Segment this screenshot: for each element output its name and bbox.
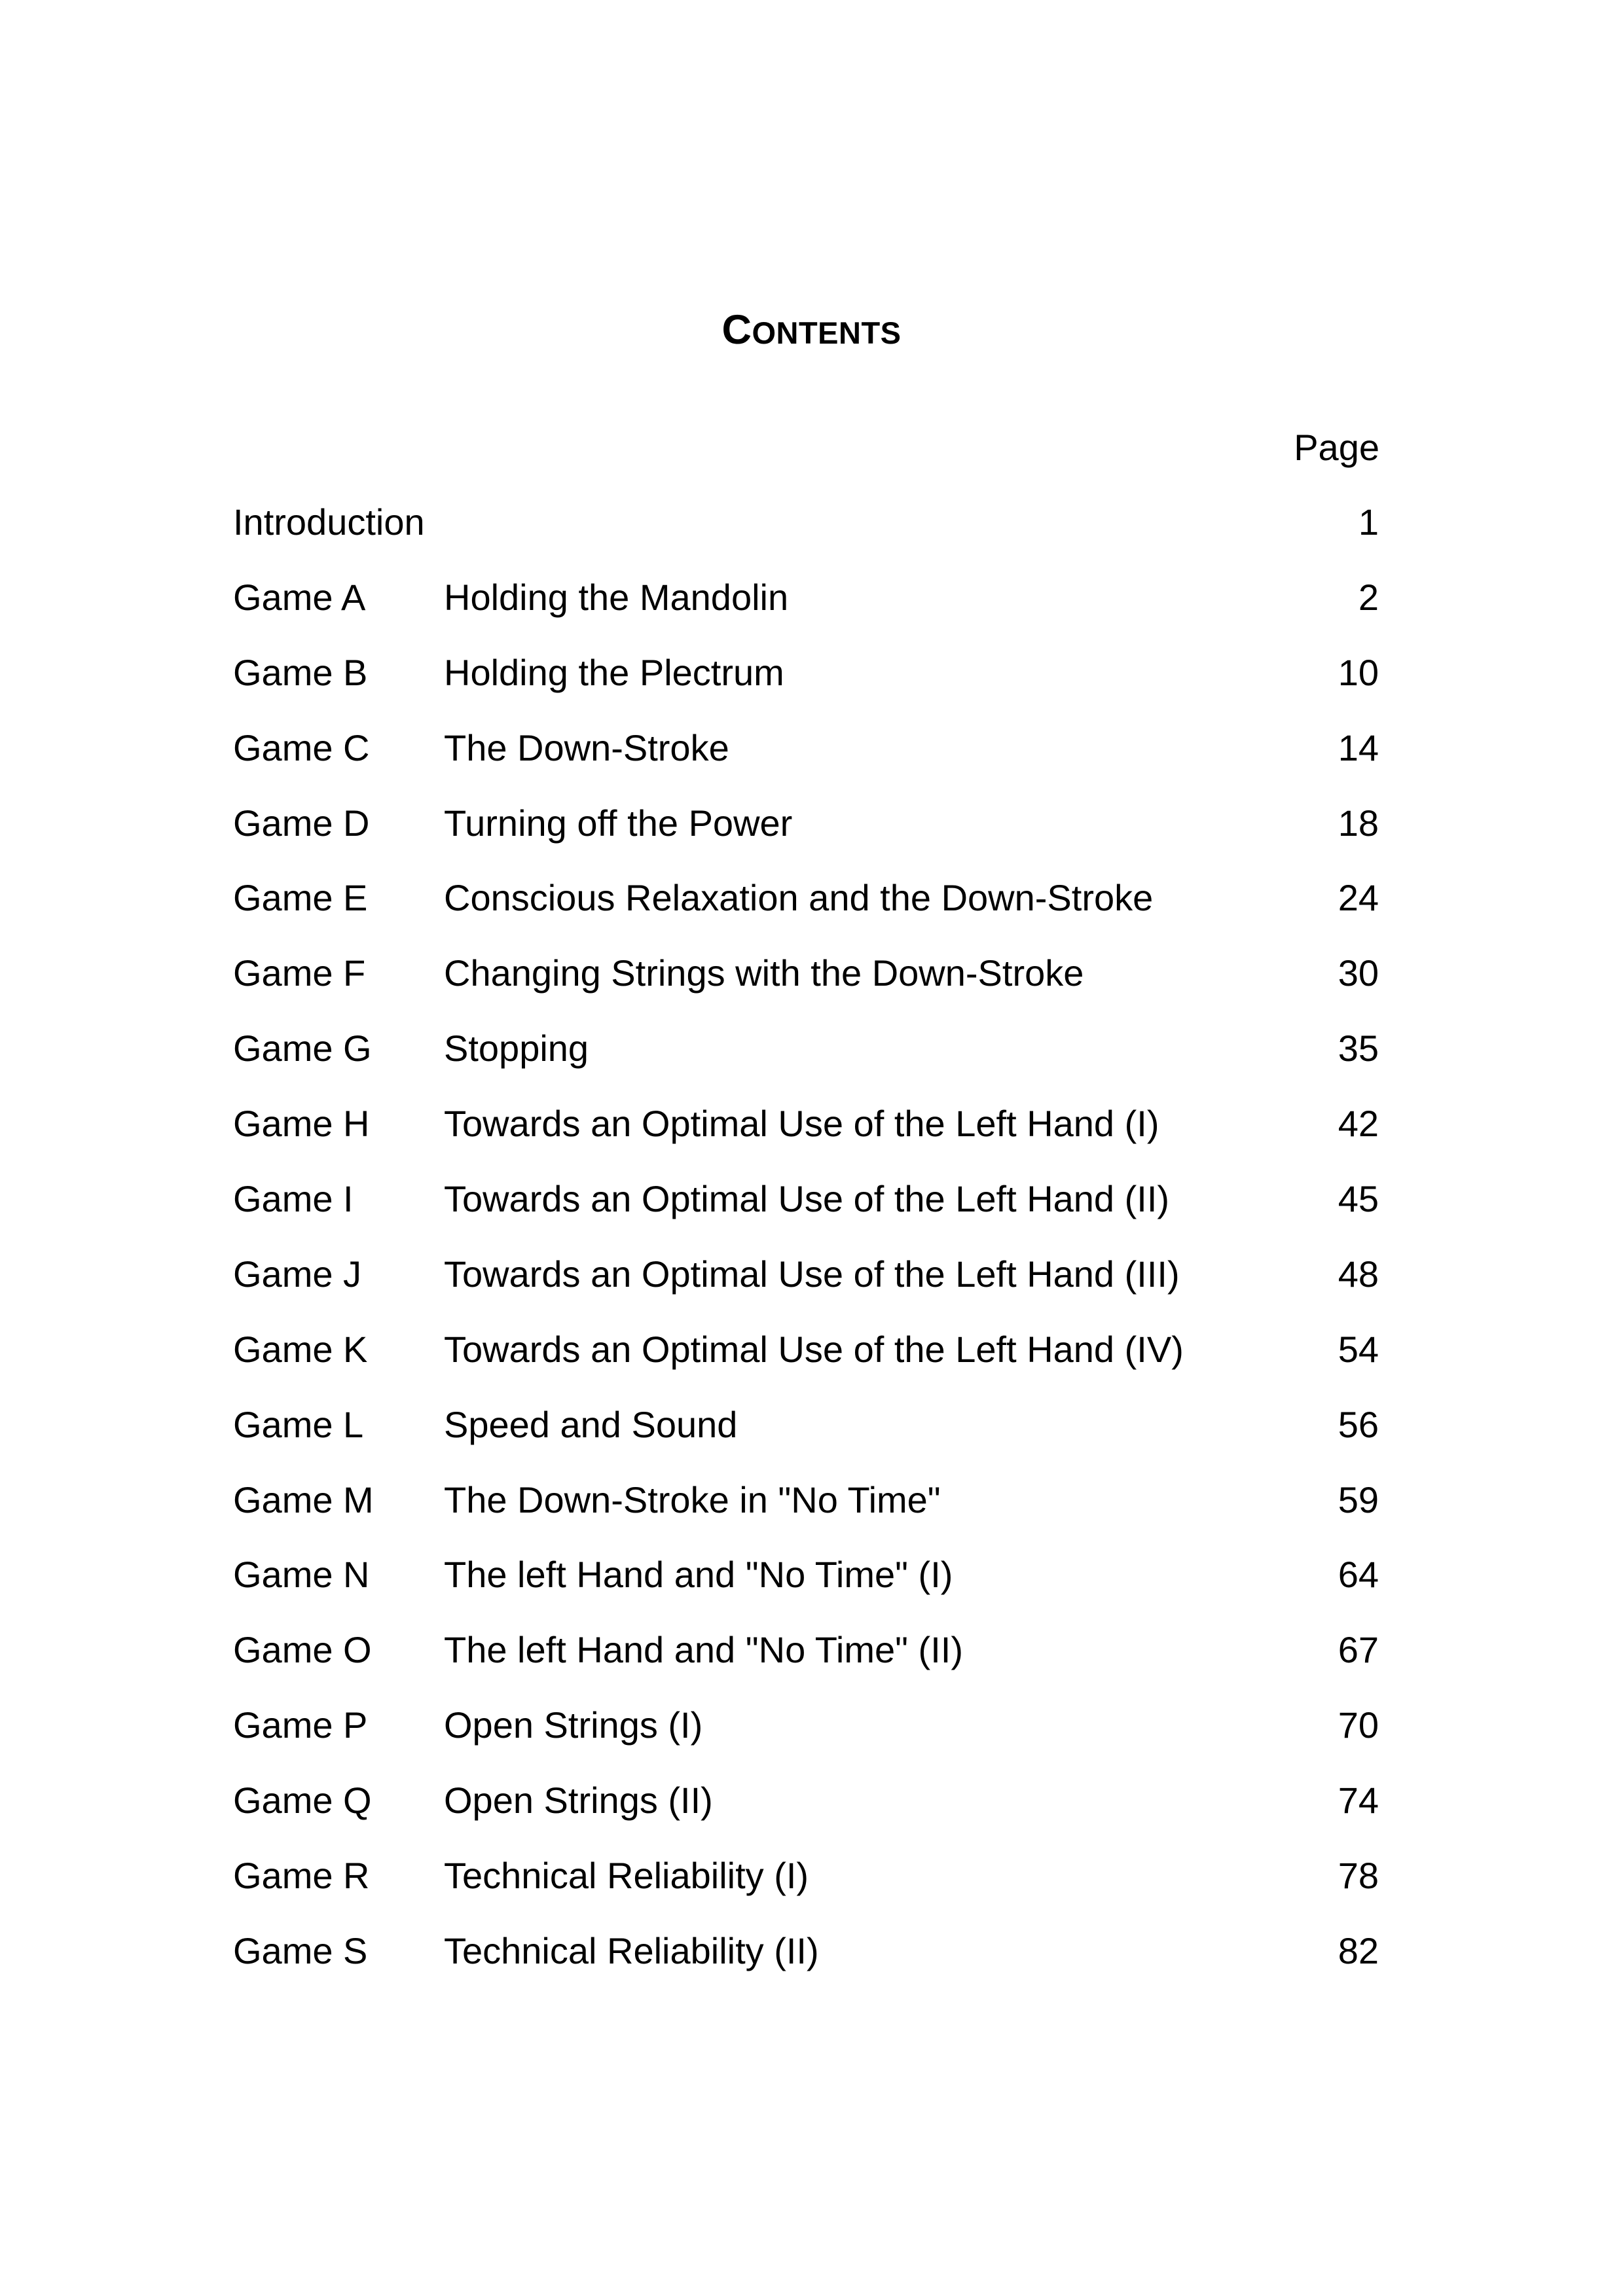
toc-entry-title: The left Hand and "No Time" (I) bbox=[444, 1554, 953, 1596]
toc-page-number: 64 bbox=[1338, 1554, 1379, 1596]
page-title-rest: ONTENTS bbox=[752, 315, 902, 350]
toc-entry-title: Open Strings (II) bbox=[444, 1780, 713, 1821]
toc-entry-title: Changing Strings with the Down-Stroke bbox=[444, 952, 1084, 994]
toc-entry-label: Game M bbox=[233, 1479, 374, 1520]
toc-page-number: 54 bbox=[1338, 1328, 1379, 1370]
toc-page-number: 82 bbox=[1338, 1929, 1379, 1971]
toc-page-number: 1 bbox=[1358, 501, 1379, 543]
toc-page-number: 48 bbox=[1338, 1253, 1379, 1295]
toc-entry-label: Game E bbox=[233, 877, 368, 919]
toc-page-number: 56 bbox=[1338, 1403, 1379, 1445]
toc-entry-label: Game G bbox=[233, 1028, 372, 1069]
toc-row bbox=[233, 952, 1379, 994]
toc-entry-title: Technical Reliability (I) bbox=[444, 1855, 809, 1897]
toc-row bbox=[233, 1629, 1379, 1671]
toc-entry-label: Game D bbox=[233, 802, 370, 844]
toc-entry-title: Open Strings (I) bbox=[444, 1704, 703, 1746]
toc-page-number: 14 bbox=[1338, 726, 1379, 768]
toc-entry-label: Game P bbox=[233, 1704, 368, 1746]
toc-page-number: 35 bbox=[1338, 1028, 1379, 1069]
toc-entry-title: Towards an Optimal Use of the Left Hand (IV) bbox=[444, 1328, 1184, 1370]
toc-entry-label: Game S bbox=[233, 1929, 368, 1971]
toc-entry-label: Game K bbox=[233, 1328, 368, 1370]
toc-page-number: 24 bbox=[1338, 877, 1379, 919]
toc-page-number: 70 bbox=[1338, 1704, 1379, 1746]
toc-entry-title: Conscious Relaxation and the Down-Stroke bbox=[444, 877, 1154, 919]
toc-entry-title: Towards an Optimal Use of the Left Hand (II) bbox=[444, 1178, 1170, 1220]
toc-entry-title: Stopping bbox=[444, 1028, 589, 1069]
toc-entry-label: Game J bbox=[233, 1253, 362, 1295]
toc-entry-title: Holding the Mandolin bbox=[444, 576, 789, 618]
toc-row bbox=[233, 877, 1379, 919]
toc-entry-label: Game B bbox=[233, 651, 368, 693]
toc-entry-title: The Down-Stroke in "No Time" bbox=[444, 1479, 941, 1520]
toc-entry-title: The Down-Stroke bbox=[444, 726, 729, 768]
toc-entry-label: Game I bbox=[233, 1178, 354, 1220]
toc-page-number: 30 bbox=[1338, 952, 1379, 994]
toc-row bbox=[233, 1103, 1379, 1145]
page-title bbox=[0, 307, 1623, 353]
toc-row bbox=[233, 1253, 1379, 1295]
toc-entry-label: Game N bbox=[233, 1554, 370, 1596]
toc-row bbox=[233, 1704, 1379, 1746]
toc-entry-title: Holding the Plectrum bbox=[444, 651, 784, 693]
toc-entry-label: Game A bbox=[233, 576, 366, 618]
toc-row bbox=[233, 1929, 1379, 1971]
page-column-header: Page bbox=[1294, 427, 1379, 468]
toc-row bbox=[233, 1479, 1379, 1520]
toc-row bbox=[233, 1855, 1379, 1897]
page-title-initial: C bbox=[721, 307, 752, 353]
toc-row bbox=[233, 576, 1379, 618]
toc-entry-title: Towards an Optimal Use of the Left Hand (I) bbox=[444, 1103, 1159, 1145]
toc-entry-title: Technical Reliability (II) bbox=[444, 1929, 819, 1971]
toc-row bbox=[233, 1328, 1379, 1370]
toc-list bbox=[233, 501, 1379, 1971]
toc-row bbox=[233, 1030, 1379, 1067]
toc-page-number: 74 bbox=[1338, 1780, 1379, 1821]
toc-row bbox=[233, 1782, 1379, 1819]
toc-entry-label: Game Q bbox=[233, 1780, 372, 1821]
toc-page-number: 2 bbox=[1358, 576, 1379, 618]
toc-page-number: 42 bbox=[1338, 1103, 1379, 1145]
toc-page-number: 67 bbox=[1338, 1629, 1379, 1671]
toc-row bbox=[233, 726, 1379, 768]
toc-row bbox=[233, 651, 1379, 693]
toc-row bbox=[233, 1554, 1379, 1596]
toc-entry-title: Speed and Sound bbox=[444, 1403, 738, 1445]
toc-row bbox=[233, 1403, 1379, 1445]
toc-entry-label: Game L bbox=[233, 1403, 364, 1445]
toc-row bbox=[233, 1178, 1379, 1220]
toc-entry-title: The left Hand and "No Time" (II) bbox=[444, 1629, 963, 1671]
toc-entry-title: Towards an Optimal Use of the Left Hand (III) bbox=[444, 1253, 1180, 1295]
toc-entry-title: Turning off the Power bbox=[444, 802, 793, 844]
toc-row bbox=[233, 802, 1379, 844]
toc-page-number: 10 bbox=[1338, 651, 1379, 693]
toc-entry-label: Game O bbox=[233, 1629, 372, 1671]
toc-entry-label: Game H bbox=[233, 1103, 370, 1145]
toc-entry-label: Introduction bbox=[233, 501, 425, 543]
toc-entry-label: Game R bbox=[233, 1855, 370, 1897]
toc-entry-label: Game C bbox=[233, 726, 370, 768]
toc-entry-label: Game F bbox=[233, 952, 366, 994]
toc-row bbox=[233, 501, 1379, 543]
toc-page-number: 78 bbox=[1338, 1855, 1379, 1897]
toc-page-number: 59 bbox=[1338, 1479, 1379, 1520]
toc-page-number: 45 bbox=[1338, 1178, 1379, 1220]
toc-page-number: 18 bbox=[1338, 802, 1379, 844]
